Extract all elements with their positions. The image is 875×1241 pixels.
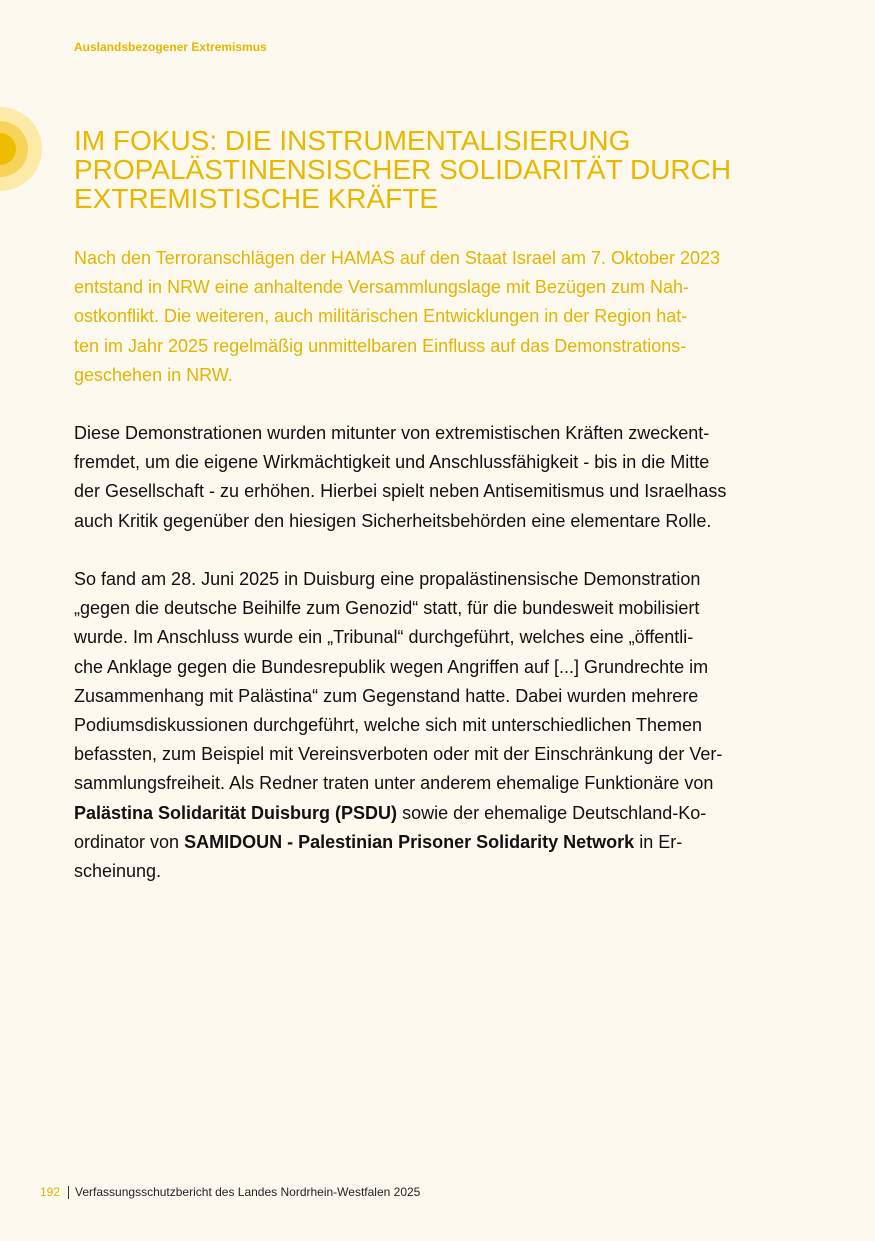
lead-line: ostkonflikt. Die weiteren, auch militärischen Entwicklungen in der Region hat- (74, 306, 688, 327)
running-head: Auslandsbezogener Extremismus (74, 40, 267, 54)
body-line: So fand am 28. Juni 2025 in Duisburg eine propalästinensische Demonstration (74, 569, 701, 589)
body-line: befassten, zum Beispiel mit Vereinsverboten oder mit der Einschränkung der Ver- (74, 744, 723, 765)
body-line: Diese Demonstrationen wurden mitunter von extremistischen Kräften zweckent- (74, 423, 710, 443)
body-line: wurde. Im Anschluss wurde ein „Tribunal“ durchgeführt, welches eine „öffentli- (74, 627, 694, 648)
organization-name-samidoun: SAMIDOUN - Palestinian Prisoner Solidarity Network (184, 831, 635, 852)
body-text: in Er- (634, 831, 683, 852)
lead-line: geschehen in NRW. (74, 364, 233, 385)
body-line: auch Kritik gegenüber den hiesigen Sicherheitsbehörden eine elementare Rolle. (74, 510, 712, 531)
body-paragraph-2 (74, 565, 794, 886)
page-number: 192 (40, 1185, 61, 1199)
body-line: sammlungsfreiheit. Als Redner traten unter anderem ehemalige Funktionäre von (74, 773, 714, 794)
lead-line: Nach den Terroranschlägen der HAMAS auf den Staat Israel am 7. Oktober 2023 (74, 248, 721, 268)
decorative-circle-icon (0, 107, 42, 191)
body-paragraph-1 (74, 419, 794, 536)
body-line: scheinung. (74, 861, 162, 882)
body-line: fremdet, um die eigene Wirkmächtigkeit und Anschlussfähigkeit - bis in die Mitte (74, 452, 710, 473)
body-line: „gegen die deutsche Beihilfe zum Genozid“ statt, für die bundesweit mobilisiert (74, 598, 700, 619)
body-line: der Gesellschaft - zu erhöhen. Hierbei spielt neben Antisemitismus und Israelhass (74, 481, 727, 502)
organization-name-psdu: Palästina Solidarität Duisburg (PSDU) (74, 802, 398, 823)
body-text: ordinator von (74, 831, 185, 852)
publication-title: Verfassungsschutzbericht des Landes Nordrhein-Westfalen 2025 (75, 1185, 421, 1199)
page-title (74, 126, 814, 213)
lead-paragraph (74, 244, 794, 390)
body-line: Zusammenhang mit Palästina“ zum Gegenstand hatte. Dabei wurden mehrere (74, 685, 699, 706)
title-line: EXTREMISTISCHE KRÄFTE (74, 183, 439, 214)
body-text: sowie der ehemalige Deutschland-Ko- (397, 802, 707, 823)
lead-line: ten im Jahr 2025 regelmäßig unmittelbaren Einfluss auf das Demonstrations- (74, 335, 687, 356)
footer-divider (68, 1186, 69, 1199)
page-footer (40, 1185, 420, 1199)
title-line: IM FOKUS: DIE INSTRUMENTALISIERUNG (74, 125, 631, 156)
title-line: PROPALÄSTINENSISCHER SOLIDARITÄT DURCH (74, 154, 732, 185)
body-line: Podiumsdiskussionen durchgeführt, welche sich mit unterschiedlichen Themen (74, 715, 702, 736)
lead-line: entstand in NRW eine anhaltende Versammlungslage mit Bezügen zum Nah- (74, 277, 690, 298)
body-line: che Anklage gegen die Bundesrepublik wegen Angriffen auf [...] Grundrechte im (74, 656, 709, 677)
